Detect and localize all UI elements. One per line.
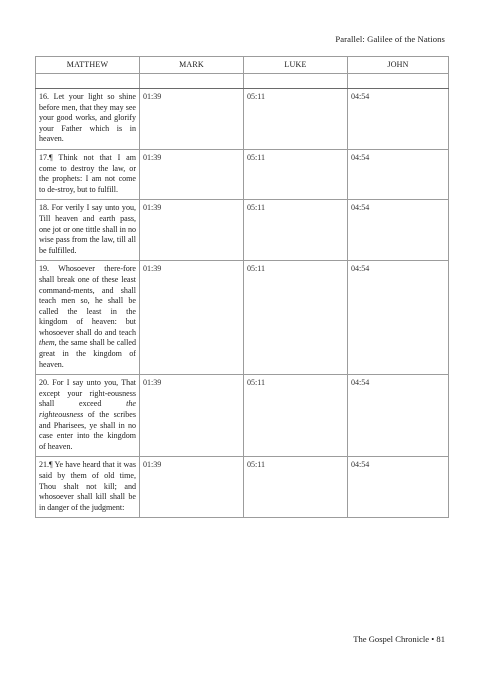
john-ref-cell: 04:54 [348,261,449,375]
column-header-mark: MARK [140,57,244,74]
john-ref-cell: 04:54 [348,375,449,457]
luke-ref-cell: 05:11 [244,375,348,457]
matthew-verse-cell: 18. For verily I say unto you, Till heaven and earth pass, one jot or one tittle shall in no wise pass from the law, till all be fulfilled. [36,200,140,261]
john-ref-cell: 04:54 [348,200,449,261]
luke-ref-cell: 05:11 [244,149,348,199]
mark-ref-cell: 01:39 [140,200,244,261]
column-header-john: JOHN [348,57,449,74]
matthew-verse-cell: 19. Whosoever there-fore shall break one of these least command-ments, and shall teach men so, he shall be called the least in the kingdom of heaven: but whosoever shall do and teach them, the same shall be called great in the kingdom of heaven. [36,261,140,375]
john-ref-cell: 04:54 [348,89,449,150]
header-spacer-row [36,74,449,89]
table-row [36,261,449,375]
mark-ref-cell: 01:39 [140,149,244,199]
john-ref-cell: 04:54 [348,457,449,518]
matthew-verse-cell: 16. Let your light so shine before men, that they may see your good works, and glorify your Father which is in heaven. [36,89,140,150]
matthew-verse-cell: 20. For I say unto you, That except your right-eousness shall exceed the righteousness of the scribes and Pharisees, ye shall in no case enter into the kingdom of heaven. [36,375,140,457]
mark-ref-cell: 01:39 [140,89,244,150]
column-header-matthew: MATTHEW [36,57,140,74]
table-row [36,457,449,518]
mark-ref-cell: 01:39 [140,375,244,457]
spacer-cell [140,74,244,89]
table-row [36,375,449,457]
table-row [36,200,449,261]
spacer-cell [36,74,140,89]
table-row [36,149,449,199]
running-head: Parallel: Galilee of the Nations [335,34,445,44]
column-header-luke: LUKE [244,57,348,74]
matthew-verse-cell: 17.¶ Think not that I am come to destroy the law, or the prophets: I am not come to de-stroy, but to fulfill. [36,149,140,199]
luke-ref-cell: 05:11 [244,457,348,518]
luke-ref-cell: 05:11 [244,261,348,375]
luke-ref-cell: 05:11 [244,89,348,150]
gospel-parallel-table [35,56,449,518]
mark-ref-cell: 01:39 [140,457,244,518]
spacer-cell [348,74,449,89]
matthew-verse-cell: 21.¶ Ye have heard that it was said by them of old time, Thou shalt not kill; and whosoever shall kill shall be in danger of the judgment: [36,457,140,518]
table-row [36,89,449,150]
table-header-row [36,57,449,74]
john-ref-cell: 04:54 [348,149,449,199]
mark-ref-cell: 01:39 [140,261,244,375]
page-footer: The Gospel Chronicle • 81 [353,634,445,644]
spacer-cell [244,74,348,89]
luke-ref-cell: 05:11 [244,200,348,261]
